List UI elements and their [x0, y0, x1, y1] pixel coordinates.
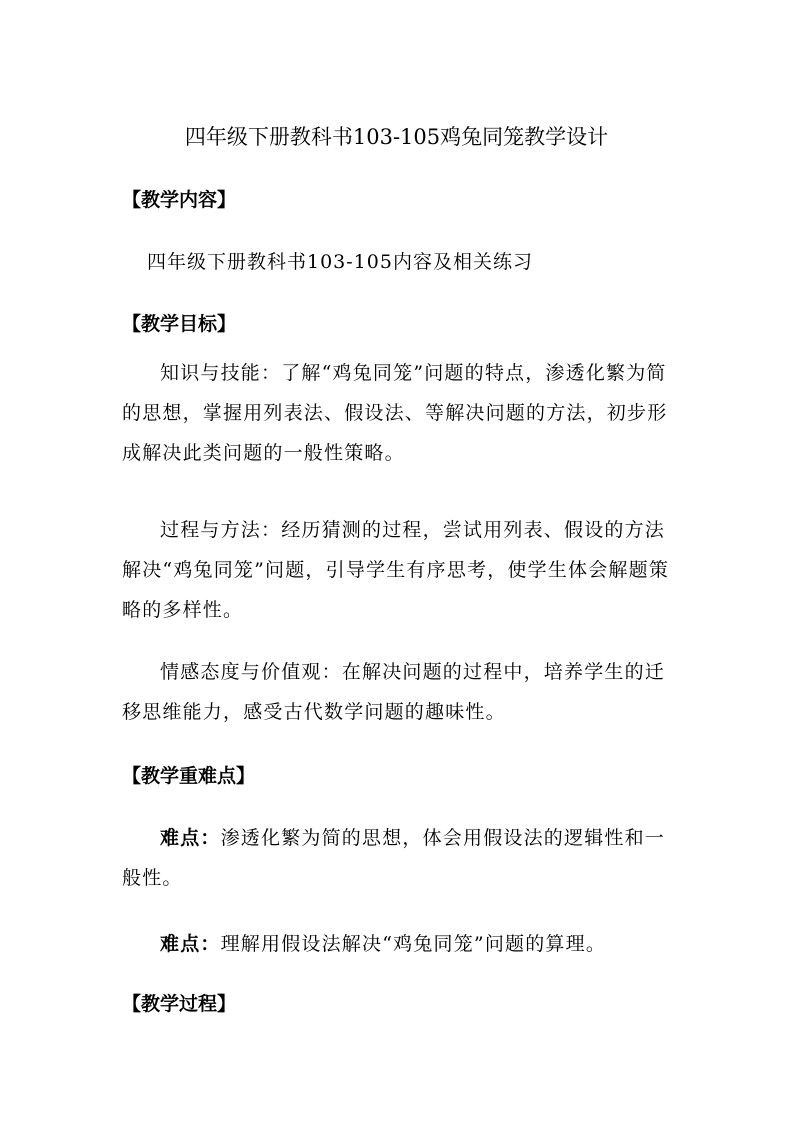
key-point-2-paragraph	[122, 924, 678, 964]
key-point-1-paragraph	[122, 818, 678, 898]
key-point-2-label: 难点：	[160, 933, 221, 955]
goal-process-paragraph: 过程与方法：经历猜测的过程，尝试用列表、假设的方法解决“鸡兔同笼”问题，引导学生有序思考，使学生体会解题策略的多样性。	[122, 519, 670, 621]
key-point-2-text: 理解用假设法解决“鸡兔同笼”问题的算理。	[220, 933, 607, 955]
section-heading-process: 【教学过程】	[122, 993, 237, 1015]
section-heading-content: 【教学内容】	[122, 189, 237, 211]
section-heading-goals: 【教学目标】	[122, 313, 237, 335]
goal-knowledge-paragraph: 知识与技能：了解“鸡兔同笼”问题的特点，渗透化繁为简的思想，掌握用列表法、假设法、等解决问题的方法，初步形成解决此类问题的一般性策略。	[122, 362, 668, 464]
content-text: 四年级下册教科书103-105内容及相关练习	[147, 251, 533, 273]
key-point-1-label: 难点：	[160, 827, 221, 849]
goal-emotion-paragraph: 情感态度与价值观：在解决问题的过程中，培养学生的迁移思维能力，感受古代数学问题的趣味性。	[122, 661, 666, 723]
section-heading-key-points: 【教学重难点】	[122, 765, 256, 787]
document-title: 四年级下册教科书103-105鸡兔同笼教学设计	[184, 125, 609, 149]
key-point-1-text: 渗透化繁为简的思想，体会用假设法的逻辑性和一般性。	[122, 827, 666, 889]
